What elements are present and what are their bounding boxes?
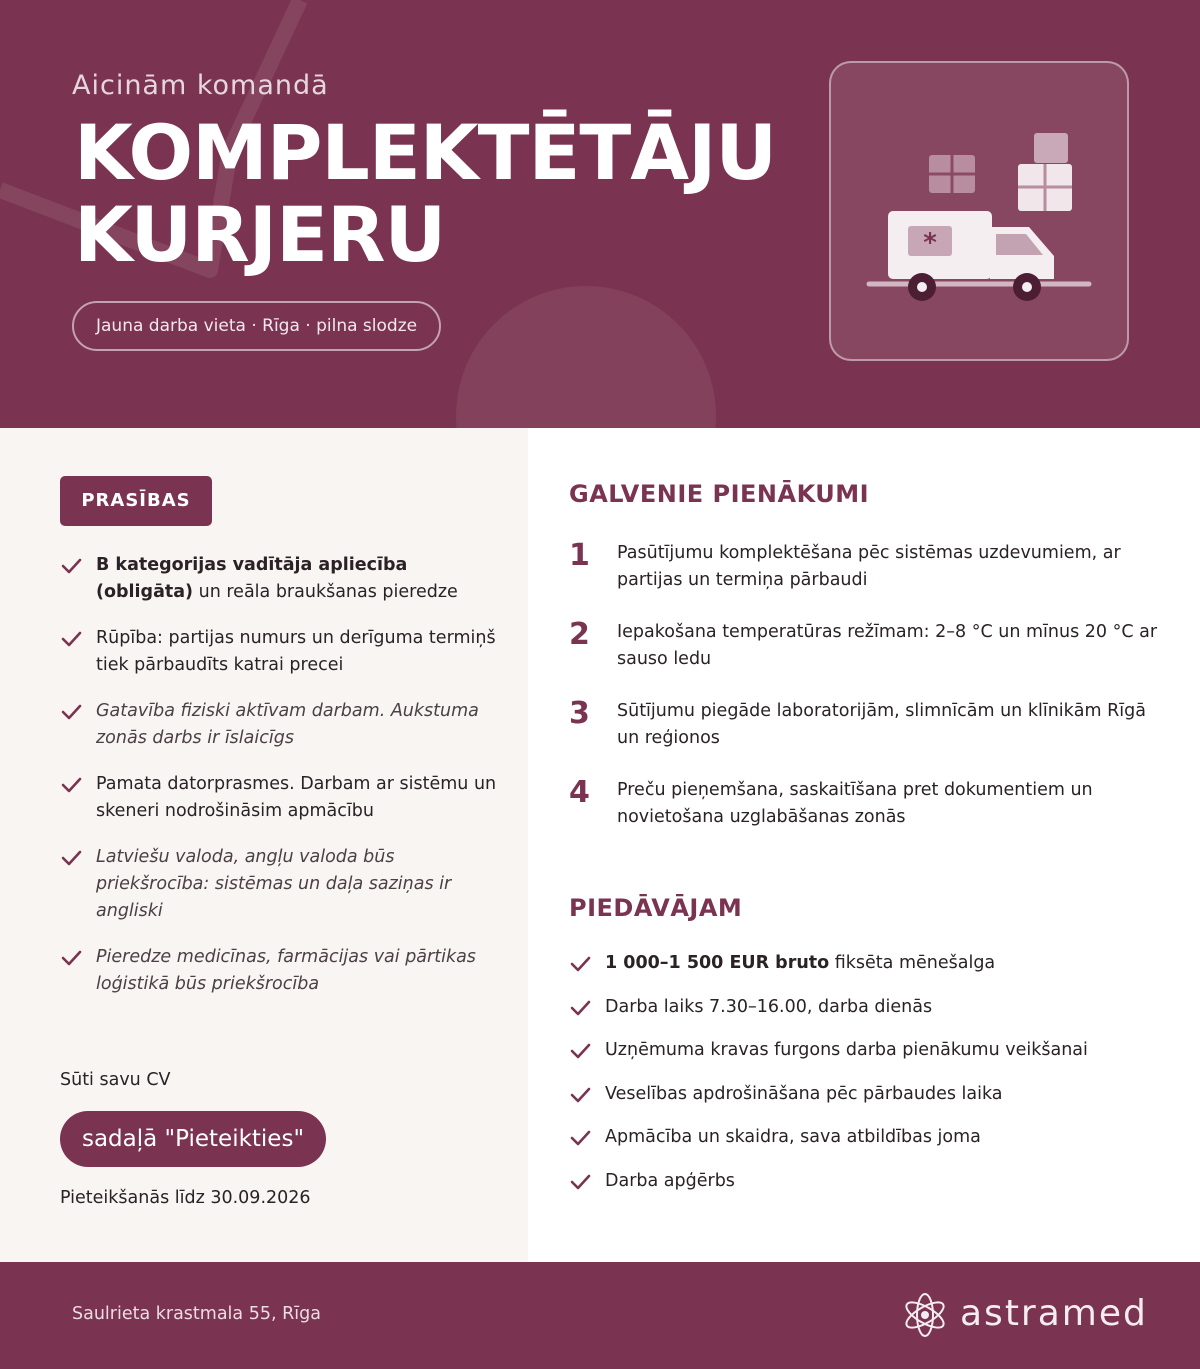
list-item bbox=[569, 950, 1159, 994]
requirement-text: Gatavība fiziski aktīvam darbam. Aukstuma zonās darbs ir īslaicīgs bbox=[96, 701, 479, 748]
page-title bbox=[74, 108, 777, 279]
offer-text: Darba laiks 7.30–16.00, darba dienās bbox=[605, 996, 933, 1017]
illustration-card bbox=[829, 61, 1129, 361]
duties-heading: GALVENIE PIENĀKUMI bbox=[569, 480, 870, 508]
offer-heading: PIEDĀVĀJAM bbox=[569, 894, 743, 922]
list-item bbox=[60, 552, 500, 606]
svg-text:*: * bbox=[923, 228, 937, 258]
requirement-text: un reāla braukšanas pieredze bbox=[193, 582, 458, 602]
list-item bbox=[569, 540, 1159, 619]
duty-text: Sūtījumu piegāde laboratorijām, slimnīcām un klīnikām Rīgā un reģionos bbox=[617, 701, 1146, 748]
offer-emphasis: 1 000–1 500 EUR bruto bbox=[605, 953, 830, 973]
check-icon bbox=[569, 1129, 591, 1147]
duty-text: Preču pieņemšana, saskaitīšana pret dokumentiem un novietošana uzglabāšanas zonās bbox=[617, 780, 1093, 827]
check-icon bbox=[60, 776, 82, 794]
atom-logo-icon bbox=[900, 1290, 950, 1340]
check-icon bbox=[569, 1086, 591, 1104]
list-item bbox=[569, 619, 1159, 698]
check-icon bbox=[60, 949, 82, 967]
delivery-van-with-boxes-icon bbox=[831, 63, 1127, 359]
list-item bbox=[569, 1081, 1159, 1125]
check-icon bbox=[60, 630, 82, 648]
list-item bbox=[569, 777, 1159, 856]
duty-number: 3 bbox=[569, 696, 590, 731]
requirement-emphasis: B kategorijas vadītāja apliecība (obligāta) bbox=[96, 555, 408, 602]
title-line-1: KOMPLEKTĒTĀJU bbox=[74, 108, 777, 197]
check-icon bbox=[569, 1042, 591, 1060]
list-item bbox=[60, 771, 500, 825]
list-item bbox=[569, 1037, 1159, 1081]
list-item bbox=[569, 698, 1159, 777]
apply-button[interactable]: sadaļā "Pieteikties" bbox=[60, 1111, 326, 1167]
company-logo[interactable] bbox=[900, 1290, 1148, 1342]
list-item bbox=[60, 625, 500, 679]
company-address: Saulrieta krastmala 55, Rīga bbox=[72, 1304, 321, 1324]
requirements-panel bbox=[0, 428, 528, 1262]
logo-wordmark: astramed bbox=[960, 1293, 1148, 1334]
list-item bbox=[60, 944, 500, 998]
offer-text: Uzņēmuma kravas furgons darba pienākumu veikšanai bbox=[605, 1040, 1088, 1060]
check-icon bbox=[60, 849, 82, 867]
requirement-text: Pieredze medicīnas, farmācijas vai pārtikas loģistikā būs priekšrocība bbox=[96, 947, 476, 994]
duties-list bbox=[569, 540, 1159, 856]
check-icon bbox=[569, 999, 591, 1017]
list-item bbox=[569, 1124, 1159, 1168]
title-line-2: KURJERU bbox=[74, 190, 446, 279]
requirement-text: Latviešu valoda, angļu valoda būs priekšrocība: sistēmas un daļa saziņas ir angliski bbox=[96, 847, 452, 921]
check-icon bbox=[569, 955, 591, 973]
requirement-text: Pamata datorprasmes. Darbam ar sistēmu un skeneri nodrošināsim apmācību bbox=[96, 774, 497, 821]
duty-text: Pasūtījumu komplektēšana pēc sistēmas uzdevumiem, ar partijas un termiņa pārbaudi bbox=[617, 543, 1121, 590]
check-icon bbox=[60, 557, 82, 575]
offer-text: Veselības apdrošināšana pēc pārbaudes laika bbox=[605, 1083, 1003, 1104]
offer-list bbox=[569, 950, 1159, 1211]
list-item bbox=[60, 844, 500, 925]
hero-banner bbox=[0, 0, 1200, 428]
check-icon bbox=[60, 703, 82, 721]
duty-number: 4 bbox=[569, 775, 590, 810]
list-item bbox=[569, 994, 1159, 1038]
requirement-text: Rūpība: partijas numurs un derīguma termiņš tiek pārbaudīts katrai precei bbox=[96, 628, 496, 675]
job-meta-pill: Jauna darba vieta · Rīga · pilna slodze bbox=[72, 301, 441, 351]
hero-eyebrow: Aicinām komandā bbox=[72, 70, 329, 101]
check-icon bbox=[569, 1173, 591, 1191]
offer-text: Darba apģērbs bbox=[605, 1170, 735, 1191]
requirements-heading: PRASĪBAS bbox=[60, 476, 212, 526]
requirements-list bbox=[60, 552, 500, 1017]
duty-number: 1 bbox=[569, 538, 590, 573]
application-deadline: Pieteikšanās līdz 30.09.2026 bbox=[60, 1188, 311, 1208]
footer bbox=[0, 1262, 1200, 1369]
duty-number: 2 bbox=[569, 617, 590, 652]
offer-text: Apmācība un skaidra, sava atbildības joma bbox=[605, 1127, 981, 1147]
list-item bbox=[569, 1168, 1159, 1212]
list-item bbox=[60, 698, 500, 752]
duty-text: Iepakošana temperatūras režīmam: 2–8 °C un mīnus 20 °C ar sauso ledu bbox=[617, 622, 1158, 669]
cv-prompt: Sūti savu CV bbox=[60, 1070, 171, 1090]
offer-text: fiksēta mēnešalga bbox=[829, 953, 996, 973]
